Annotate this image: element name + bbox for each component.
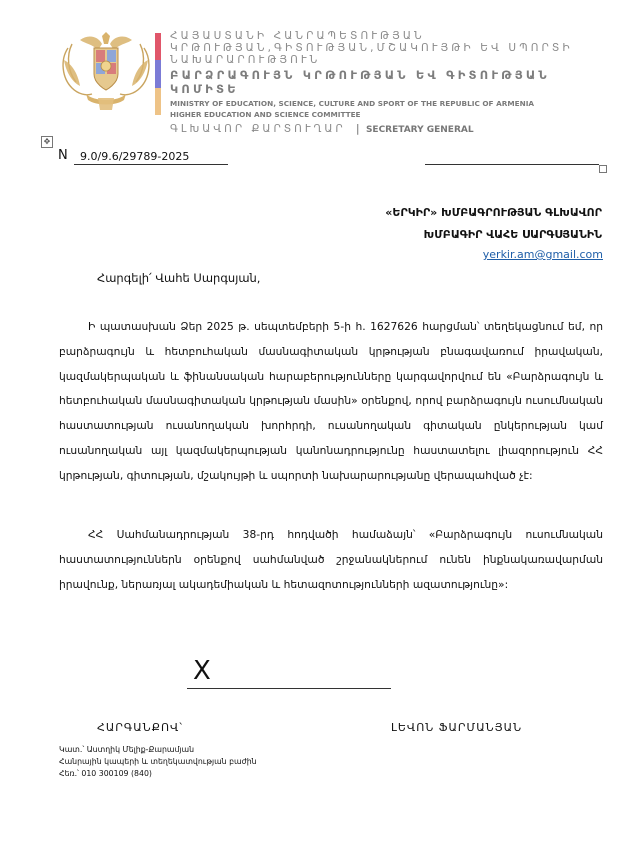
recipient-line: «ԵՐԿԻՐ» ԽՄԲԱԳՐՈՒԹՅԱՆ ԳԼԽԱՎՈՐ bbox=[385, 206, 602, 219]
salutation: Հարգելի՛ Վահե Սարգսյան, bbox=[97, 271, 261, 285]
committee-name: ԿՈՄԻՏԵ bbox=[170, 82, 239, 96]
date-underline bbox=[425, 164, 599, 165]
table-resize-handle-icon[interactable] bbox=[599, 165, 607, 173]
recipient-line: ԽՄԲԱԳԻՐ ՎԱՀԵ ՍԱՐԳՍՅԱՆԻՆ bbox=[423, 228, 602, 241]
signature-line bbox=[187, 688, 391, 689]
letterhead-line: ՆԱԽԱՐԱՐՈՒԹՅՈՒՆ bbox=[170, 54, 321, 66]
footer-phone: Հեռ.՝ 010 300109 (840) bbox=[59, 769, 152, 778]
secretary-armenian: ԳԼԽԱՎՈՐ ՔԱՐՏՈՒՂԱՐ bbox=[170, 123, 346, 135]
committee-name: ԲԱՐՁՐԱԳՈՒՅՆ ԿՐԹՈՒԹՅԱՆ ԵՎ ԳԻՏՈՒԹՅԱՆ bbox=[170, 68, 550, 82]
signatory-name: ԼԵՎՈՆ ՖԱՐՄԱՆՅԱՆ bbox=[391, 721, 523, 734]
orange-bar bbox=[155, 88, 161, 115]
secretary-general-line bbox=[170, 122, 610, 137]
red-bar bbox=[155, 33, 161, 60]
ministry-english: MINISTRY OF EDUCATION, SCIENCE, CULTURE AND SPORT OF THE REPUBLIC OF ARMENIA bbox=[170, 99, 535, 108]
body-paragraph: Ի պատասխան Ձեր 2025 թ. սեպտեմբերի 5-ի հ. 1627626 հարցման՝ տեղեկացնում եմ, որ բարձրագույն և հետբուհական մասնագիտական կրթության բնագավառում իրավական, կազմակերպական և ֆինանսական հարաբերությունները կարգավորվում են «Բարձրագույն և հետբուհական մասնագիտական կրթության մասին» օրենքով, որով բարձրագույն ուսումնական հաստատության ուսանողական խորհրդի, ուսանողական գիտական ընկերության կամ ուսանողական այլ կազմակերպության կանոնադրությունը հաստատելու լիազորություն ՀՀ կրթության, գիտության, մշակույթի և սպորտի նախարարությանը վերապահված չէ: bbox=[59, 320, 603, 482]
flag-color-bars bbox=[155, 33, 161, 115]
blue-bar bbox=[155, 60, 161, 87]
body-paragraph: ՀՀ Սահմանադրության 38-րդ հոդվածի համաձայն՝ «Բարձրագույն ուսումնական հաստատություններն օրենքով սահմանված շրջանակներում ունեն ինքնակառավարման իրավունք, ներառյալ ակադեմիական և հետազոտությունների ազատությունը»: bbox=[59, 528, 603, 591]
separator: | bbox=[356, 123, 360, 135]
footer-executor: Կատ.՝ Աստղիկ Մելիք-Քարամյան bbox=[59, 745, 195, 754]
recipient-email-link[interactable]: yerkir.am@gmail.com bbox=[482, 248, 603, 261]
footer-department: Հանրային կապերի և տեղեկատվության բաժին bbox=[59, 757, 257, 766]
coat-of-arms-icon bbox=[58, 30, 154, 114]
table-move-handle-icon[interactable]: ✥ bbox=[41, 136, 53, 148]
reference-number: 9.0/9.6/29789-2025 bbox=[80, 150, 190, 163]
letterhead-line: ՀԱՅԱՍՏԱՆԻ ՀԱՆՐԱՊԵՏՈՒԹՅԱՆ bbox=[170, 30, 425, 42]
letterhead bbox=[170, 30, 610, 137]
signature-closing: ՀԱՐԳԱՆՔՈՎ՝ bbox=[97, 721, 183, 734]
letterhead-line: ԿՐԹՈՒԹՅԱՆ,ԳԻՏՈՒԹՅԱՆ,ՄՇԱԿՈՒՅԹԻ ԵՎ ՍՊՈՐՏԻ bbox=[170, 42, 573, 54]
signature-mark: X bbox=[193, 656, 211, 686]
secretary-english: SECRETARY GENERAL bbox=[365, 125, 474, 135]
reference-label: N bbox=[58, 148, 68, 163]
committee-english: HIGHER EDUCATION AND SCIENCE COMMITTEE bbox=[170, 110, 361, 119]
reference-underline bbox=[74, 164, 228, 165]
